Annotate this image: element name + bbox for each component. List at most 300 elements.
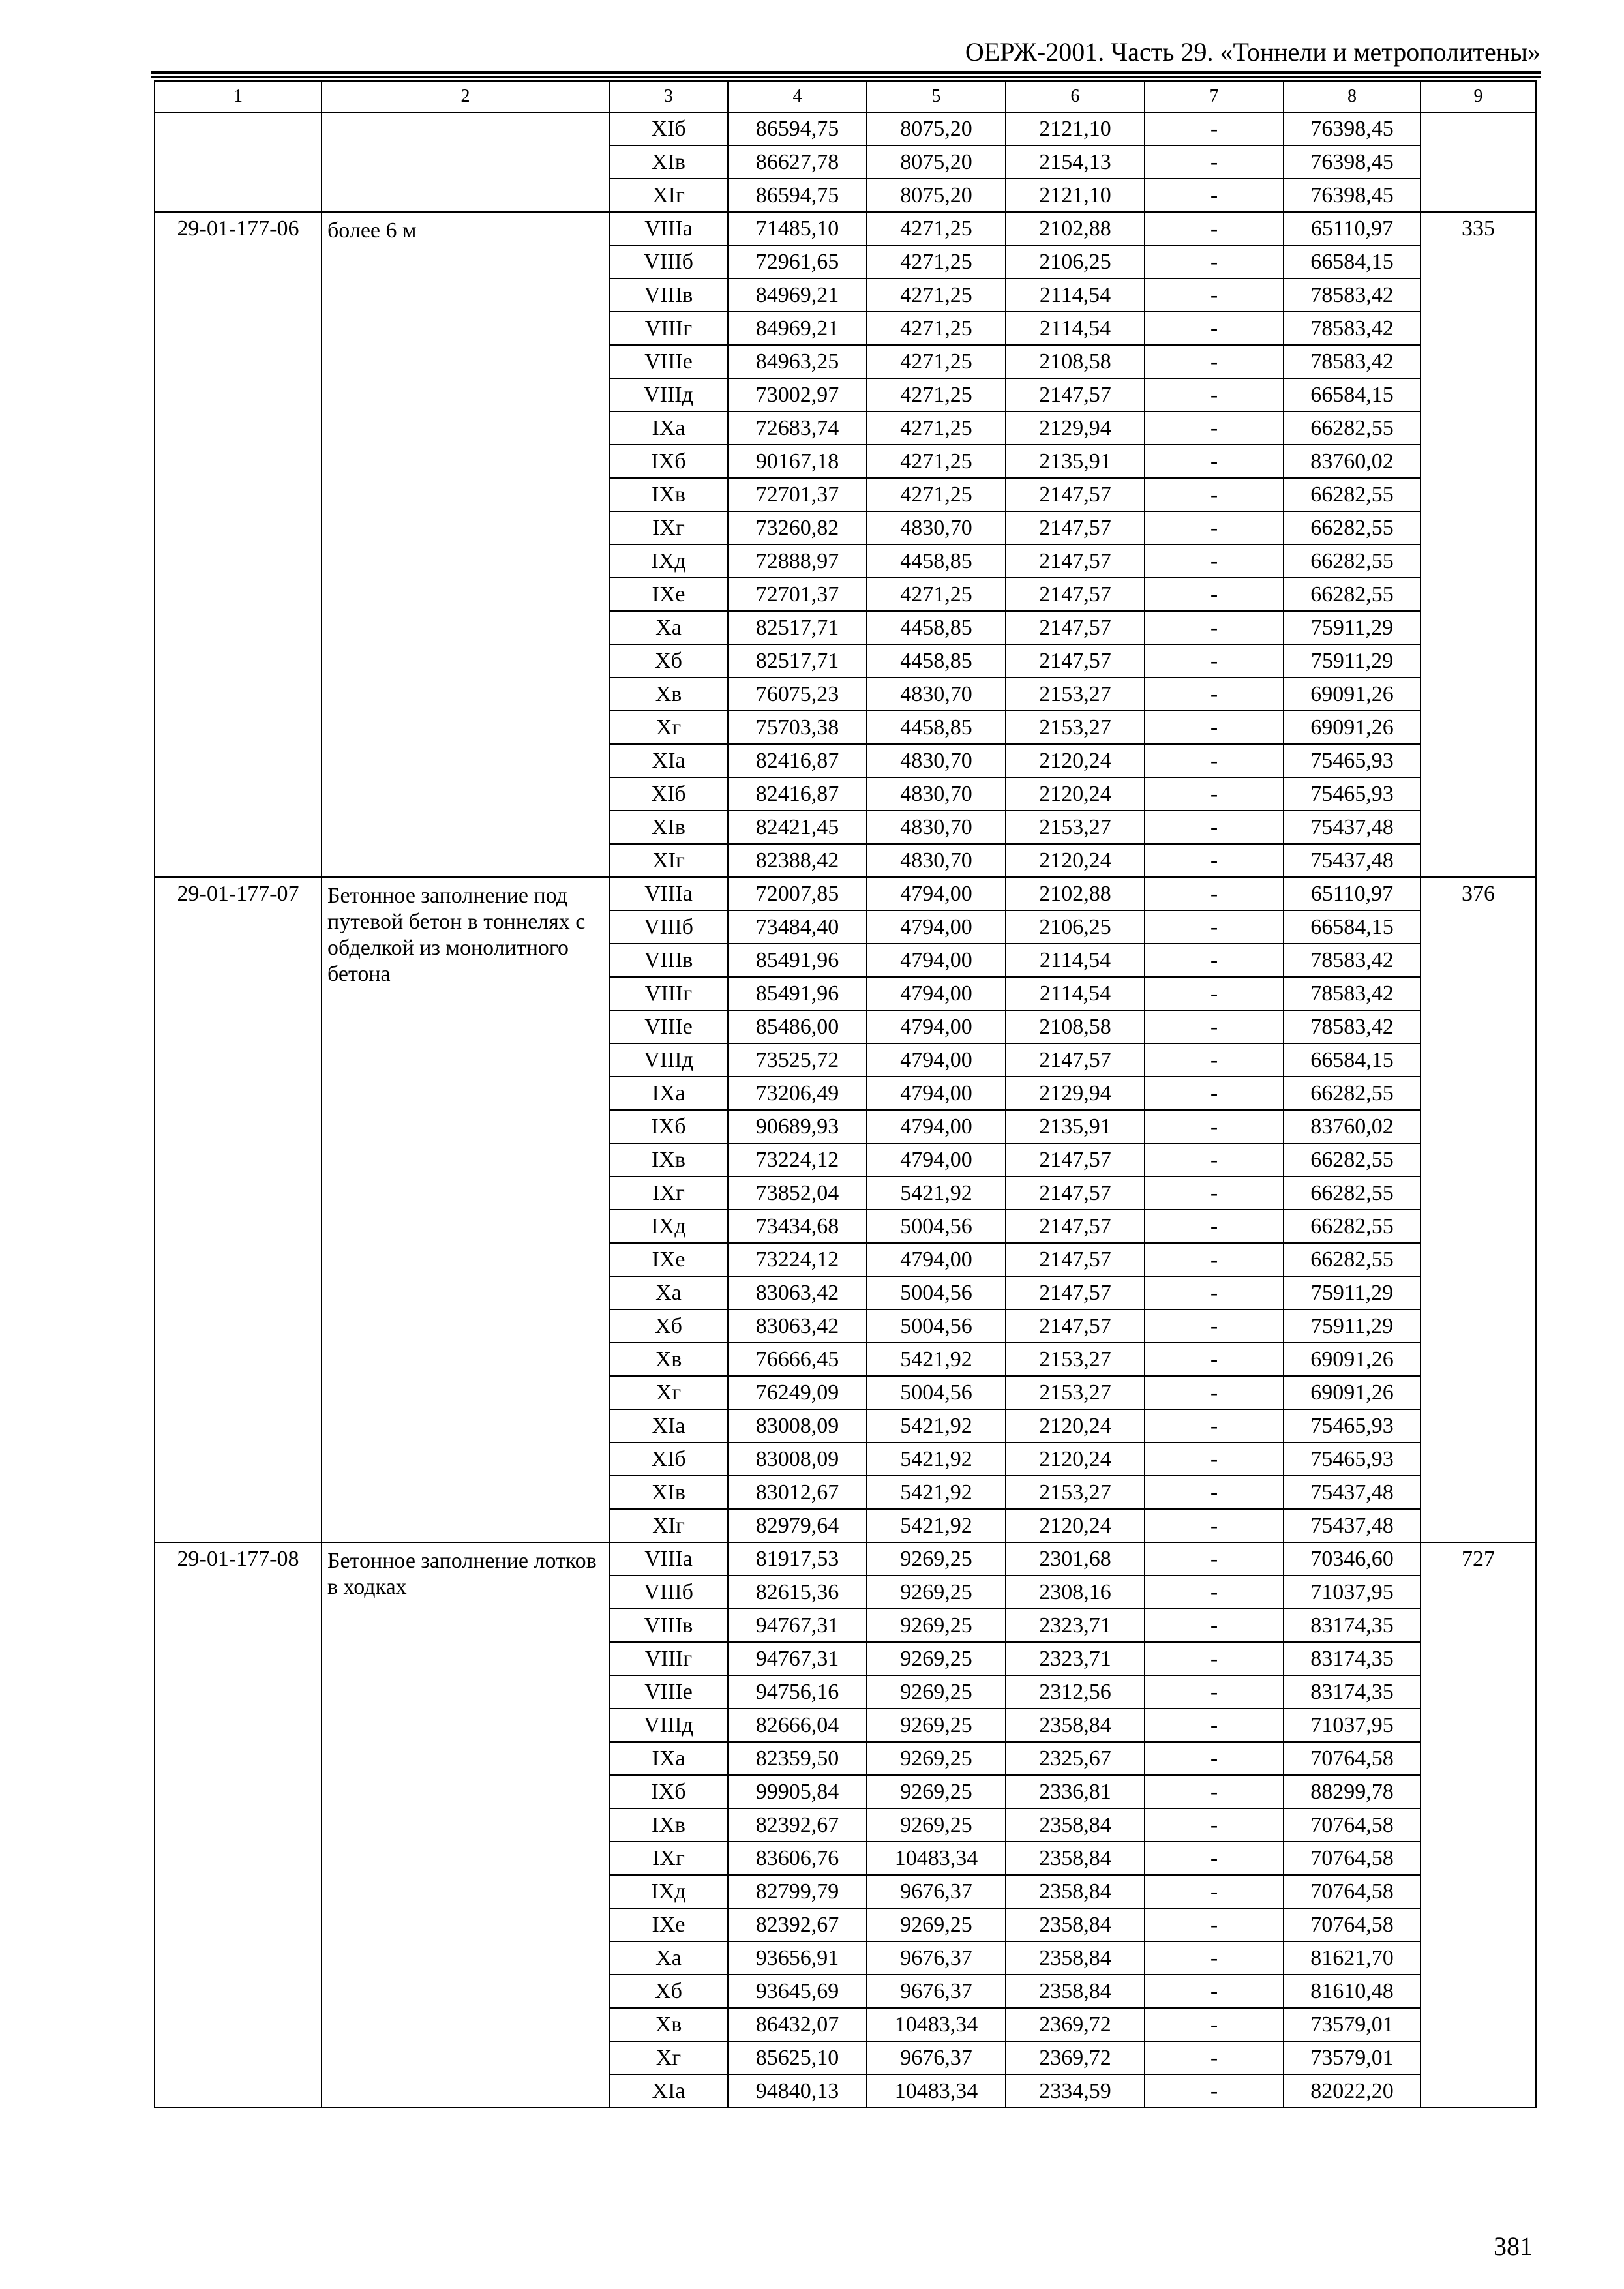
materials-cost-cell: 70346,60 (1284, 1542, 1421, 1576)
machine-cost-cell: 2308,16 (1006, 1576, 1145, 1609)
driver-wage-cell: - (1145, 278, 1284, 312)
driver-wage-cell: - (1145, 112, 1284, 145)
materials-cost-cell: 66282,55 (1284, 545, 1421, 578)
labor-cost-cell: 9269,25 (867, 1609, 1006, 1642)
column-header: 6 (1006, 81, 1145, 112)
column-header: 5 (867, 81, 1006, 112)
materials-cost-cell: 78583,42 (1284, 345, 1421, 378)
work-description: Бетонное заполнение под путевой бетон в тоннелях с обделкой из монолитного бетона (322, 877, 609, 1542)
total-cost-cell: 75703,38 (728, 711, 867, 744)
driver-wage-cell: - (1145, 1110, 1284, 1143)
zone-cell: XIб (609, 1443, 728, 1476)
labor-cost-cell: 9676,37 (867, 1875, 1006, 1908)
zone-cell: Xв (609, 678, 728, 711)
materials-cost-cell: 75465,93 (1284, 1409, 1421, 1443)
machine-cost-cell: 2147,57 (1006, 611, 1145, 644)
machine-cost-cell: 2147,57 (1006, 578, 1145, 611)
materials-cost-cell: 75465,93 (1284, 777, 1421, 811)
materials-cost-cell: 66584,15 (1284, 910, 1421, 944)
materials-cost-cell: 75437,48 (1284, 844, 1421, 877)
machine-cost-cell: 2147,57 (1006, 1309, 1145, 1343)
driver-wage-cell: - (1145, 1742, 1284, 1775)
materials-cost-cell: 66282,55 (1284, 578, 1421, 611)
driver-wage-cell: - (1145, 910, 1284, 944)
zone-cell: VIIIб (609, 1576, 728, 1609)
driver-wage-cell: - (1145, 1077, 1284, 1110)
machine-cost-cell: 2325,67 (1006, 1742, 1145, 1775)
labor-cost-cell: 10483,34 (867, 2074, 1006, 2108)
materials-cost-cell: 66282,55 (1284, 1077, 1421, 1110)
total-cost-cell: 82615,36 (728, 1576, 867, 1609)
column-header: 3 (609, 81, 728, 112)
machine-cost-cell: 2153,27 (1006, 711, 1145, 744)
machine-cost-cell: 2102,88 (1006, 877, 1145, 910)
labor-cost-cell: 9269,25 (867, 1642, 1006, 1675)
labor-cost-cell: 5004,56 (867, 1309, 1006, 1343)
driver-wage-cell: - (1145, 1709, 1284, 1742)
machine-cost-cell: 2120,24 (1006, 844, 1145, 877)
total-cost-cell: 82421,45 (728, 811, 867, 844)
machine-cost-cell: 2358,84 (1006, 1941, 1145, 1975)
total-cost-cell: 85491,96 (728, 944, 867, 977)
zone-cell: VIIIд (609, 1709, 728, 1742)
machine-cost-cell: 2147,57 (1006, 545, 1145, 578)
zone-cell: IXа (609, 1742, 728, 1775)
driver-wage-cell: - (1145, 212, 1284, 245)
driver-wage-cell: - (1145, 1176, 1284, 1210)
machine-cost-cell: 2102,88 (1006, 212, 1145, 245)
labor-cost-cell: 5421,92 (867, 1343, 1006, 1376)
labor-cost-cell: 4794,00 (867, 1077, 1006, 1110)
zone-cell: IXб (609, 445, 728, 478)
labor-cost-cell: 4271,25 (867, 278, 1006, 312)
materials-cost-cell: 71037,95 (1284, 1576, 1421, 1609)
labor-cost-cell: 4830,70 (867, 844, 1006, 877)
labor-hours-cell: 727 (1421, 1542, 1536, 2108)
materials-cost-cell: 83174,35 (1284, 1675, 1421, 1709)
machine-cost-cell: 2147,57 (1006, 1243, 1145, 1276)
labor-cost-cell: 10483,34 (867, 1842, 1006, 1875)
labor-cost-cell: 5004,56 (867, 1210, 1006, 1243)
materials-cost-cell: 66584,15 (1284, 378, 1421, 411)
machine-cost-cell: 2147,57 (1006, 1143, 1145, 1176)
zone-cell: Xг (609, 711, 728, 744)
labor-cost-cell: 4458,85 (867, 611, 1006, 644)
total-cost-cell: 84969,21 (728, 278, 867, 312)
zone-cell: IXд (609, 545, 728, 578)
zone-cell: VIIIг (609, 977, 728, 1010)
zone-cell: Xа (609, 1941, 728, 1975)
driver-wage-cell: - (1145, 378, 1284, 411)
zone-cell: IXа (609, 411, 728, 445)
rate-code: 29-01-177-08 (155, 1542, 322, 2108)
materials-cost-cell: 78583,42 (1284, 312, 1421, 345)
header-rule-thin (151, 76, 1541, 78)
driver-wage-cell: - (1145, 1542, 1284, 1576)
labor-cost-cell: 9269,25 (867, 1709, 1006, 1742)
machine-cost-cell: 2129,94 (1006, 1077, 1145, 1110)
machine-cost-cell: 2147,57 (1006, 1276, 1145, 1309)
driver-wage-cell: - (1145, 1509, 1284, 1542)
zone-cell: XIв (609, 1476, 728, 1509)
machine-cost-cell: 2358,84 (1006, 1975, 1145, 2008)
total-cost-cell: 71485,10 (728, 212, 867, 245)
driver-wage-cell: - (1145, 578, 1284, 611)
driver-wage-cell: - (1145, 1576, 1284, 1609)
machine-cost-cell: 2358,84 (1006, 1875, 1145, 1908)
zone-cell: VIIIа (609, 212, 728, 245)
total-cost-cell: 99905,84 (728, 1775, 867, 1808)
total-cost-cell: 73525,72 (728, 1043, 867, 1077)
materials-cost-cell: 75911,29 (1284, 1276, 1421, 1309)
zone-cell: VIIIг (609, 312, 728, 345)
zone-cell: VIIIв (609, 1609, 728, 1642)
driver-wage-cell: - (1145, 1908, 1284, 1941)
labor-cost-cell: 4794,00 (867, 1143, 1006, 1176)
page-number: 381 (1494, 2232, 1533, 2261)
total-cost-cell: 84969,21 (728, 312, 867, 345)
materials-cost-cell: 70764,58 (1284, 1875, 1421, 1908)
total-cost-cell: 76666,45 (728, 1343, 867, 1376)
materials-cost-cell: 76398,45 (1284, 112, 1421, 145)
total-cost-cell: 72683,74 (728, 411, 867, 445)
materials-cost-cell: 81621,70 (1284, 1941, 1421, 1975)
labor-cost-cell: 4794,00 (867, 944, 1006, 977)
machine-cost-cell: 2120,24 (1006, 744, 1145, 777)
total-cost-cell: 73224,12 (728, 1243, 867, 1276)
labor-cost-cell: 9269,25 (867, 1742, 1006, 1775)
total-cost-cell: 73434,68 (728, 1210, 867, 1243)
driver-wage-cell: - (1145, 145, 1284, 179)
driver-wage-cell: - (1145, 1975, 1284, 2008)
materials-cost-cell: 70764,58 (1284, 1908, 1421, 1941)
machine-cost-cell: 2120,24 (1006, 1509, 1145, 1542)
total-cost-cell: 82416,87 (728, 777, 867, 811)
labor-cost-cell: 4271,25 (867, 212, 1006, 245)
machine-cost-cell: 2147,57 (1006, 478, 1145, 511)
zone-cell: VIIIб (609, 245, 728, 278)
driver-wage-cell: - (1145, 711, 1284, 744)
driver-wage-cell: - (1145, 1210, 1284, 1243)
machine-cost-cell: 2358,84 (1006, 1709, 1145, 1742)
zone-cell: Xб (609, 644, 728, 678)
machine-cost-cell: 2121,10 (1006, 112, 1145, 145)
total-cost-cell: 72701,37 (728, 578, 867, 611)
labor-cost-cell: 4830,70 (867, 777, 1006, 811)
materials-cost-cell: 88299,78 (1284, 1775, 1421, 1808)
labor-cost-cell: 4830,70 (867, 744, 1006, 777)
materials-cost-cell: 65110,97 (1284, 212, 1421, 245)
machine-cost-cell: 2312,56 (1006, 1675, 1145, 1709)
price-table (154, 80, 1537, 2108)
total-cost-cell: 83606,76 (728, 1842, 867, 1875)
total-cost-cell: 94767,31 (728, 1609, 867, 1642)
driver-wage-cell: - (1145, 1642, 1284, 1675)
labor-hours-cell: 376 (1421, 877, 1536, 1542)
labor-cost-cell: 9269,25 (867, 1808, 1006, 1842)
labor-cost-cell: 4271,25 (867, 578, 1006, 611)
machine-cost-cell: 2147,57 (1006, 644, 1145, 678)
driver-wage-cell: - (1145, 977, 1284, 1010)
labor-cost-cell: 4271,25 (867, 312, 1006, 345)
materials-cost-cell: 75465,93 (1284, 744, 1421, 777)
total-cost-cell: 83008,09 (728, 1409, 867, 1443)
zone-cell: Xг (609, 1376, 728, 1409)
materials-cost-cell: 83174,35 (1284, 1609, 1421, 1642)
column-header: 2 (322, 81, 609, 112)
zone-cell: XIа (609, 2074, 728, 2108)
total-cost-cell: 94756,16 (728, 1675, 867, 1709)
driver-wage-cell: - (1145, 1409, 1284, 1443)
materials-cost-cell: 66282,55 (1284, 478, 1421, 511)
zone-cell: XIв (609, 145, 728, 179)
labor-cost-cell: 4271,25 (867, 445, 1006, 478)
zone-cell: VIIIв (609, 278, 728, 312)
total-cost-cell: 76249,09 (728, 1376, 867, 1409)
materials-cost-cell: 82022,20 (1284, 2074, 1421, 2108)
labor-cost-cell: 9269,25 (867, 1675, 1006, 1709)
machine-cost-cell: 2114,54 (1006, 312, 1145, 345)
labor-cost-cell: 5421,92 (867, 1509, 1006, 1542)
total-cost-cell: 86432,07 (728, 2008, 867, 2041)
total-cost-cell: 72701,37 (728, 478, 867, 511)
labor-cost-cell: 5421,92 (867, 1476, 1006, 1509)
machine-cost-cell: 2323,71 (1006, 1642, 1145, 1675)
labor-cost-cell: 9676,37 (867, 1941, 1006, 1975)
zone-cell: XIг (609, 844, 728, 877)
driver-wage-cell: - (1145, 611, 1284, 644)
machine-cost-cell: 2108,58 (1006, 345, 1145, 378)
machine-cost-cell: 2114,54 (1006, 944, 1145, 977)
materials-cost-cell: 69091,26 (1284, 1343, 1421, 1376)
zone-cell: XIг (609, 1509, 728, 1542)
table-row (155, 112, 1536, 145)
zone-cell: Xг (609, 2041, 728, 2074)
labor-hours-cell: 335 (1421, 212, 1536, 877)
driver-wage-cell: - (1145, 1808, 1284, 1842)
total-cost-cell: 85625,10 (728, 2041, 867, 2074)
labor-cost-cell: 8075,20 (867, 112, 1006, 145)
labor-cost-cell: 4830,70 (867, 678, 1006, 711)
driver-wage-cell: - (1145, 1675, 1284, 1709)
materials-cost-cell: 65110,97 (1284, 877, 1421, 910)
materials-cost-cell: 73579,01 (1284, 2008, 1421, 2041)
driver-wage-cell: - (1145, 944, 1284, 977)
machine-cost-cell: 2369,72 (1006, 2041, 1145, 2074)
page-header-title: ОЕРЖ-2001. Часть 29. «Тоннели и метрополитены» (965, 37, 1541, 67)
total-cost-cell: 82388,42 (728, 844, 867, 877)
zone-cell: Xв (609, 2008, 728, 2041)
materials-cost-cell: 66282,55 (1284, 1210, 1421, 1243)
labor-cost-cell: 9676,37 (867, 2041, 1006, 2074)
driver-wage-cell: - (1145, 2008, 1284, 2041)
labor-cost-cell: 4794,00 (867, 977, 1006, 1010)
header-rule-thick (151, 71, 1541, 74)
zone-cell: IXг (609, 1842, 728, 1875)
zone-cell: VIIIа (609, 877, 728, 910)
driver-wage-cell: - (1145, 1010, 1284, 1043)
zone-cell: XIг (609, 179, 728, 212)
driver-wage-cell: - (1145, 1941, 1284, 1975)
zone-cell: Xа (609, 1276, 728, 1309)
zone-cell: IXб (609, 1775, 728, 1808)
labor-cost-cell: 5004,56 (867, 1276, 1006, 1309)
materials-cost-cell: 70764,58 (1284, 1742, 1421, 1775)
labor-cost-cell: 5004,56 (867, 1376, 1006, 1409)
driver-wage-cell: - (1145, 1343, 1284, 1376)
labor-cost-cell: 9269,25 (867, 1908, 1006, 1941)
zone-cell: IXе (609, 1908, 728, 1941)
labor-cost-cell: 4458,85 (867, 644, 1006, 678)
driver-wage-cell: - (1145, 1143, 1284, 1176)
total-cost-cell: 83012,67 (728, 1476, 867, 1509)
total-cost-cell: 86594,75 (728, 179, 867, 212)
zone-cell: IXе (609, 1243, 728, 1276)
driver-wage-cell: - (1145, 2041, 1284, 2074)
total-cost-cell: 72961,65 (728, 245, 867, 278)
materials-cost-cell: 73579,01 (1284, 2041, 1421, 2074)
zone-cell: IXв (609, 1808, 728, 1842)
total-cost-cell: 94767,31 (728, 1642, 867, 1675)
zone-cell: XIа (609, 744, 728, 777)
zone-cell: VIIIд (609, 378, 728, 411)
zone-cell: VIIIв (609, 944, 728, 977)
work-description: Бетонное заполнение лотков в ходках (322, 1542, 609, 2108)
materials-cost-cell: 83174,35 (1284, 1642, 1421, 1675)
total-cost-cell: 86594,75 (728, 112, 867, 145)
materials-cost-cell: 66282,55 (1284, 1143, 1421, 1176)
total-cost-cell: 90689,93 (728, 1110, 867, 1143)
materials-cost-cell: 75437,48 (1284, 1476, 1421, 1509)
total-cost-cell: 82392,67 (728, 1908, 867, 1941)
total-cost-cell: 73484,40 (728, 910, 867, 944)
machine-cost-cell: 2120,24 (1006, 1409, 1145, 1443)
total-cost-cell: 83008,09 (728, 1443, 867, 1476)
machine-cost-cell: 2108,58 (1006, 1010, 1145, 1043)
total-cost-cell: 72888,97 (728, 545, 867, 578)
machine-cost-cell: 2358,84 (1006, 1808, 1145, 1842)
labor-cost-cell: 4458,85 (867, 545, 1006, 578)
total-cost-cell: 83063,42 (728, 1309, 867, 1343)
table-row (155, 1542, 1536, 1576)
materials-cost-cell: 70764,58 (1284, 1842, 1421, 1875)
labor-cost-cell: 4271,25 (867, 245, 1006, 278)
driver-wage-cell: - (1145, 345, 1284, 378)
driver-wage-cell: - (1145, 678, 1284, 711)
driver-wage-cell: - (1145, 1243, 1284, 1276)
driver-wage-cell: - (1145, 844, 1284, 877)
labor-cost-cell: 4830,70 (867, 511, 1006, 545)
materials-cost-cell: 75911,29 (1284, 1309, 1421, 1343)
driver-wage-cell: - (1145, 811, 1284, 844)
work-description (322, 112, 609, 212)
total-cost-cell: 82416,87 (728, 744, 867, 777)
labor-cost-cell: 4794,00 (867, 1243, 1006, 1276)
driver-wage-cell: - (1145, 545, 1284, 578)
machine-cost-cell: 2301,68 (1006, 1542, 1145, 1576)
driver-wage-cell: - (1145, 478, 1284, 511)
materials-cost-cell: 75465,93 (1284, 1443, 1421, 1476)
total-cost-cell: 83063,42 (728, 1276, 867, 1309)
rate-code: 29-01-177-07 (155, 877, 322, 1542)
price-table-body (155, 81, 1536, 2108)
total-cost-cell: 73206,49 (728, 1077, 867, 1110)
total-cost-cell: 94840,13 (728, 2074, 867, 2108)
zone-cell: Xа (609, 611, 728, 644)
machine-cost-cell: 2114,54 (1006, 278, 1145, 312)
machine-cost-cell: 2114,54 (1006, 977, 1145, 1010)
driver-wage-cell: - (1145, 1842, 1284, 1875)
zone-cell: IXв (609, 478, 728, 511)
column-header: 9 (1421, 81, 1536, 112)
driver-wage-cell: - (1145, 312, 1284, 345)
total-cost-cell: 93656,91 (728, 1941, 867, 1975)
labor-cost-cell: 9269,25 (867, 1775, 1006, 1808)
zone-cell: IXе (609, 578, 728, 611)
zone-cell: VIIIд (609, 1043, 728, 1077)
labor-cost-cell: 9269,25 (867, 1576, 1006, 1609)
driver-wage-cell: - (1145, 245, 1284, 278)
labor-cost-cell: 4271,25 (867, 478, 1006, 511)
materials-cost-cell: 70764,58 (1284, 1808, 1421, 1842)
machine-cost-cell: 2135,91 (1006, 445, 1145, 478)
materials-cost-cell: 66282,55 (1284, 411, 1421, 445)
total-cost-cell: 82979,64 (728, 1509, 867, 1542)
machine-cost-cell: 2147,57 (1006, 1043, 1145, 1077)
zone-cell: IXд (609, 1875, 728, 1908)
materials-cost-cell: 66282,55 (1284, 511, 1421, 545)
work-description: более 6 м (322, 212, 609, 877)
materials-cost-cell: 78583,42 (1284, 1010, 1421, 1043)
machine-cost-cell: 2106,25 (1006, 245, 1145, 278)
total-cost-cell: 85486,00 (728, 1010, 867, 1043)
labor-cost-cell: 4271,25 (867, 411, 1006, 445)
labor-cost-cell: 4271,25 (867, 378, 1006, 411)
zone-cell: XIб (609, 777, 728, 811)
zone-cell: IXг (609, 511, 728, 545)
total-cost-cell: 72007,85 (728, 877, 867, 910)
machine-cost-cell: 2154,13 (1006, 145, 1145, 179)
machine-cost-cell: 2336,81 (1006, 1775, 1145, 1808)
machine-cost-cell: 2358,84 (1006, 1908, 1145, 1941)
driver-wage-cell: - (1145, 1609, 1284, 1642)
materials-cost-cell: 69091,26 (1284, 1376, 1421, 1409)
driver-wage-cell: - (1145, 1043, 1284, 1077)
machine-cost-cell: 2147,57 (1006, 1176, 1145, 1210)
zone-cell: VIIIг (609, 1642, 728, 1675)
total-cost-cell: 73260,82 (728, 511, 867, 545)
total-cost-cell: 82359,50 (728, 1742, 867, 1775)
machine-cost-cell: 2120,24 (1006, 777, 1145, 811)
machine-cost-cell: 2153,27 (1006, 811, 1145, 844)
machine-cost-cell: 2135,91 (1006, 1110, 1145, 1143)
driver-wage-cell: - (1145, 777, 1284, 811)
zone-cell: XIб (609, 112, 728, 145)
zone-cell: IXа (609, 1077, 728, 1110)
driver-wage-cell: - (1145, 1309, 1284, 1343)
machine-cost-cell: 2153,27 (1006, 1376, 1145, 1409)
driver-wage-cell: - (1145, 744, 1284, 777)
machine-cost-cell: 2129,94 (1006, 411, 1145, 445)
total-cost-cell: 81917,53 (728, 1542, 867, 1576)
machine-cost-cell: 2369,72 (1006, 2008, 1145, 2041)
driver-wage-cell: - (1145, 1875, 1284, 1908)
column-header: 8 (1284, 81, 1421, 112)
machine-cost-cell: 2153,27 (1006, 678, 1145, 711)
materials-cost-cell: 75911,29 (1284, 611, 1421, 644)
materials-cost-cell: 69091,26 (1284, 678, 1421, 711)
table-row (155, 877, 1536, 910)
